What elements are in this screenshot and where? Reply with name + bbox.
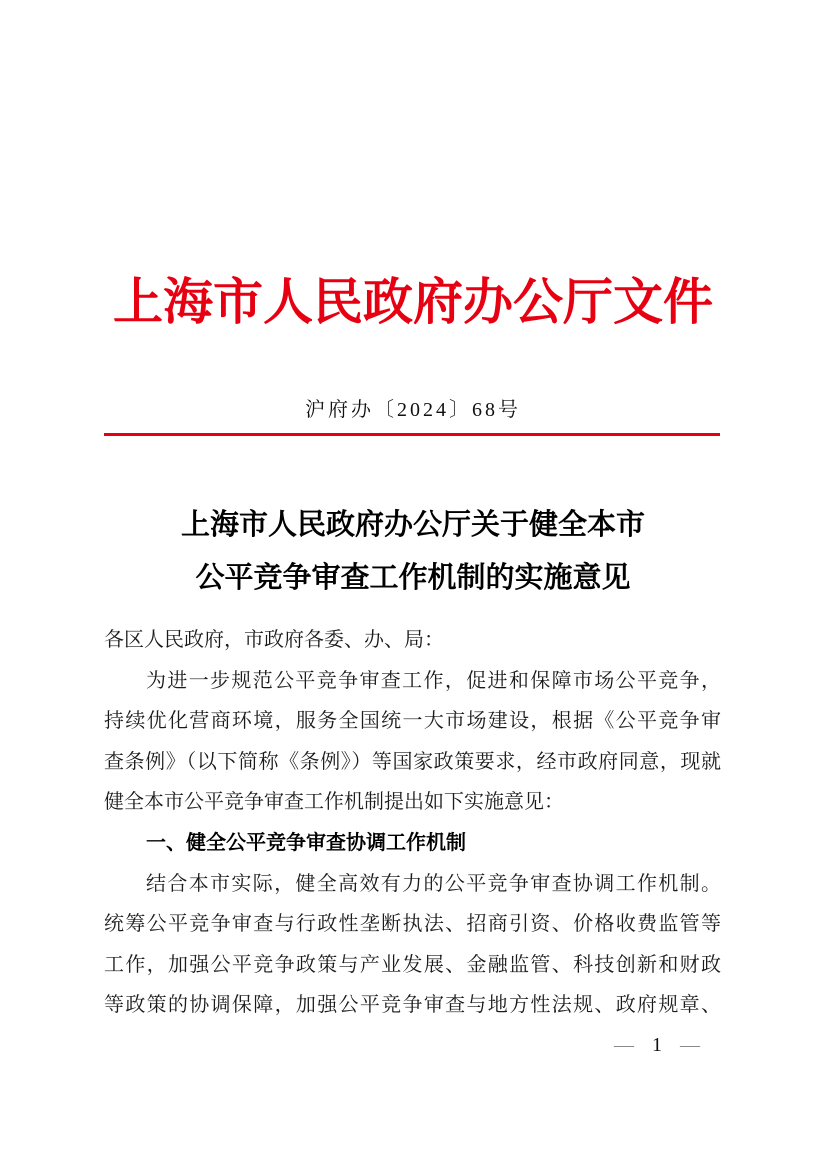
page-number-value: 1 <box>652 1034 662 1056</box>
red-divider-rule <box>104 433 720 436</box>
body-line: 查条例》（以下简称《条例》）等国家政策要求，经市政府同意，现就 <box>104 750 721 773</box>
body-line: 一、健全公平竞争审查协调工作机制 <box>146 831 466 854</box>
letterhead-org-title: 上海市人民政府办公厅文件 <box>113 274 713 330</box>
body-line: 为进一步规范公平竞争审查工作，促进和保障市场公平竞争， <box>146 669 721 692</box>
doc-number: 沪府办〔2024〕68号 <box>305 399 521 421</box>
page-number-dash-left: — <box>614 1034 634 1056</box>
body-line: 各区人民政府，市政府各委、办、局： <box>104 629 444 651</box>
page-number <box>614 1034 700 1057</box>
body-line: 健全本市公平竞争审查工作机制提出如下实施意见： <box>104 791 564 814</box>
doc-title-line2: 公平竞争审查工作机制的实施意见 <box>195 562 631 594</box>
body-line: 统筹公平竞争审查与行政性垄断执法、招商引资、价格收费监管等 <box>104 913 721 936</box>
body-line: 等政策的协调保障，加强公平竞争审查与地方性法规、政府规章、 <box>104 994 721 1017</box>
body-line: 持续优化营商环境，服务全国统一大市场建设，根据《公平竞争审 <box>104 710 721 733</box>
page-number-dash-right: — <box>680 1034 700 1056</box>
doc-title <box>0 499 826 605</box>
body-line: 结合本市实际，健全高效有力的公平竞争审查协调工作机制。 <box>146 872 721 895</box>
body-text <box>104 620 721 1026</box>
body-line: 工作，加强公平竞争政策与产业发展、金融监管、科技创新和财政 <box>104 953 721 976</box>
doc-title-line1: 上海市人民政府办公厅关于健全本市 <box>180 509 645 541</box>
